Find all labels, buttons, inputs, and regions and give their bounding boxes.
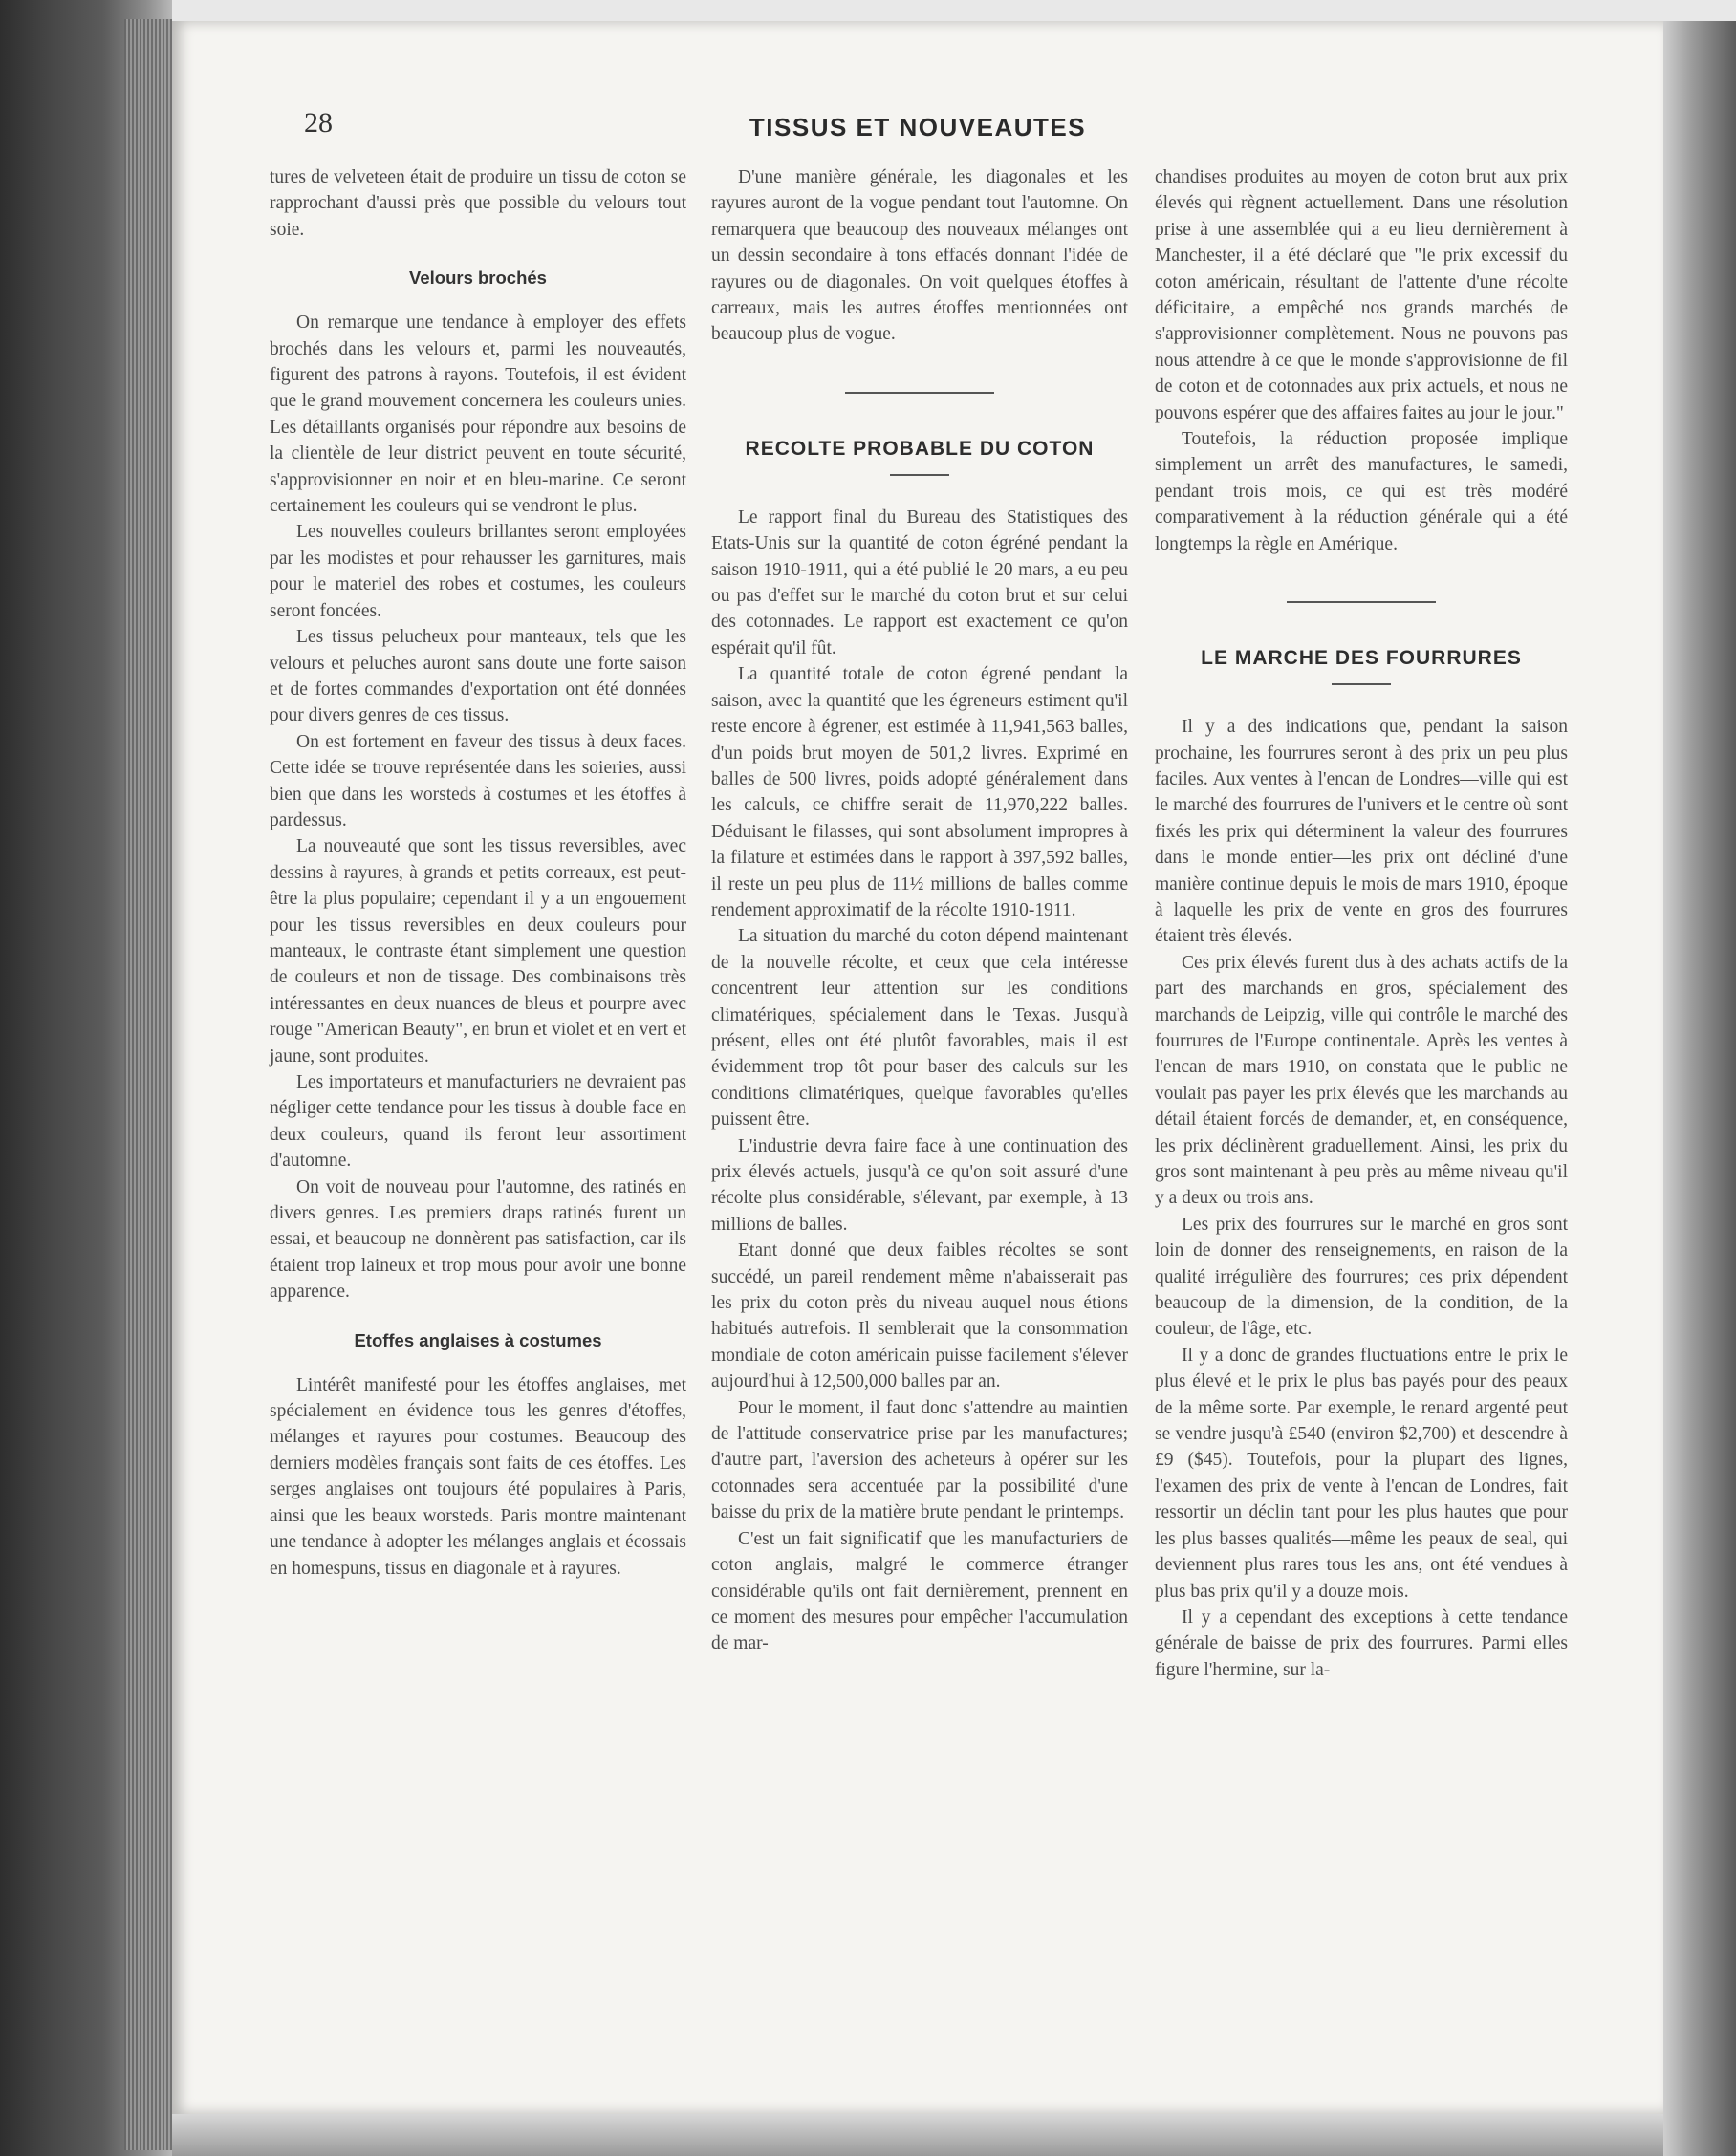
column-1 bbox=[270, 164, 686, 1999]
page-edges bbox=[124, 19, 172, 2150]
paragraph: Les importateurs et manufacturiers ne devraient pas négliger cette tendance pour les tissus à double face en deux couleurs, quand ils feront leur assortiment d'automne. bbox=[270, 1072, 686, 1172]
section-title-coton: RECOLTE PROBABLE DU COTON bbox=[745, 437, 1095, 460]
column-2 bbox=[711, 164, 1128, 1999]
running-title: TISSUS ET NOUVEAUTES bbox=[749, 113, 1087, 141]
paragraph: Les prix des fourrures sur le marché en gros sont loin de donner des renseignements, en raison de la qualité irrégulière des fourrures; ces prix dépendent beaucoup de la dimension, de la condition, de la couleur, de l'âge, etc. bbox=[1155, 1214, 1568, 1340]
paragraph: chandises produites au moyen de coton brut aux prix élevés qui règnent actuellement. Dans une résolution prise à une assemblée qui a eu lieu dernièrement à Manchester, il a été déclaré que "le prix excessif du coton américain, résultant de l'attente d'une récolte déficitaire, a empêché nos grands marchés de s'approvisionner complètement. Nous ne pouvons pas nous attendre à ce que le monde s'approvisionne de fil de coton et de cotonnades aux prix actuels, et nous ne pouvons espérer que des affaires faites au jour le jour." bbox=[1155, 167, 1568, 423]
paragraph: Le rapport final du Bureau des Statistiques des Etats-Unis sur la quantité de coton égréné pendant la saison 1910-1911, qui a été publié le 20 mars, a eu peu ou pas d'effet sur le marché du coton brut et sur celui des cotonnades. Le rapport est exactement ce qu'on espérait qu'il fût. bbox=[711, 507, 1128, 658]
paragraph: Lintérêt manifesté pour les étoffes anglaises, met spécialement en évidence tous les genres d'étoffes, mélanges et rayures pour costumes. Beaucoup des derniers modèles français sont faits de ces étoffes. Les serges anglaises ont toujours été populaires à Paris, ainsi que les beaux worsteds. Paris montre maintenant une tendance à adopter les mélanges anglais et écossais en homespuns, tissus en diagonale et à rayures. bbox=[270, 1374, 686, 1579]
paragraph: Ces prix élevés furent dus à des achats actifs de la part des marchands en gros, spécialement des marchands de Leipzig, ville qui contrôle le marché des fourrures de l'Europe continentale. Après les ventes à l'encan de mars 1910, on constata que le public ne voulait pas payer les prix élevés que les marchands au détail étaient forcés de demander, et, en conséquence, les prix déclinèrent graduellement. Ainsi, les prix du gros sont maintenant à peu près au même niveau qu'il y a deux ou trois ans. bbox=[1155, 952, 1568, 1209]
paragraph: Il y a des indications que, pendant la saison prochaine, les fourrures seront à des prix un peu plus faciles. Aux ventes à l'encan de Londres—ville qui est le marché des fourrures de l'univers et le centre où sont fixés les prix qui déterminent la valeur des fourrures dans le monde entier—les prix ont décliné d'une manière continue depuis le mois de mars 1910, époque à laquelle les prix de vente en gros des fourrures étaient très élevés. bbox=[1155, 717, 1568, 947]
paragraph: La situation du marché du coton dépend maintenant de la nouvelle récolte, et ceux que cela intéresse concentrent leur attention sur les conditions climatériques, spécialement dans le Texas. Jusqu'à présent, elles ont été plutôt favorables, mais il est évidemment trop tôt pour baser des calculs sur les conditions climatériques, quelque favorables qu'elles puissent être. bbox=[711, 926, 1128, 1131]
subheading-etoffes: Etoffes anglaises à costumes bbox=[354, 1329, 602, 1350]
paragraph: On remarque une tendance à employer des effets brochés dans les velours et, parmi les nouveautés, figurent des patrons à rayons. Toutefois, il est évident que le grand mouvement concernera les couleurs unies. Les détaillants organisés pour répondre aux besoins de la clientèle de leur district peuvent en toute sécurité, s'approvisionner en noir et en bleu-marine. Ce seront certainement les couleurs qui se vendront le plus. bbox=[270, 313, 686, 517]
paragraph: tures de velveteen était de produire un tissu de coton se rapprochant d'aussi près que possible du velours tout soie. bbox=[270, 167, 686, 240]
paragraph: C'est un fait significatif que les manufacturiers de coton anglais, malgré le commerce étranger considérable qu'ils ont fait dernièrement, prennent en ce moment des mesures pour empêcher l'accumulation de mar- bbox=[711, 1528, 1128, 1654]
right-page-edge bbox=[1663, 21, 1736, 2156]
title-rule bbox=[1332, 683, 1391, 685]
title-rule bbox=[890, 474, 949, 476]
paragraph: D'une manière générale, les diagonales et les rayures auront de la vogue pendant tout l'automne. On remarquera que beaucoup des nouveaux mélanges ont un dessin secondaire à tons effacés donnant l'idée de rayures ou de diagonales. On voit quelques étoffes à carreaux, mais les autres étoffes mentionnées ont beaucoup plus de vogue. bbox=[711, 167, 1128, 345]
column-3 bbox=[1155, 164, 1568, 1999]
bottom-page-edge bbox=[172, 2114, 1663, 2156]
paragraph: Toutefois, la réduction proposée implique simplement un arrêt des manufactures, le samedi, pendant trois mois, ce qui est très modéré comparativement à la réduction générale qui a été longtemps la règle en Amérique. bbox=[1155, 429, 1568, 554]
paragraph: La quantité totale de coton égrené pendant la saison, avec la quantité que les égreneurs estiment qu'il reste encore à égrener, est estimée à 11,941,563 balles, d'un poids brut moyen de 501,2 livres. Exprimé en balles de 500 livres, poids adopté généralement dans les calculs, ce chiffre serait de 11,970,222 balles. Déduisant le filasses, qui sont absolument impropres à la filature et estimées dans le rapport à 397,592 balles, il reste un peu plus de 11½ millions de balles comme rendement approximatif de la récolte 1910-1911. bbox=[711, 664, 1128, 920]
paragraph: La nouveauté que sont les tissus reversibles, avec dessins à rayures, à grands et petits correaux, est peut-être la plus populaire; cependant il y a un engouement pour les tissus reversibles en deux couleurs pour manteaux, le contraste étant simplement une question de couleurs et non de tissage. Des combinaisons très intéressantes en deux nuances de bleus et pourpre avec rouge "American Beauty", en brun et violet et en vert et jaune, sont produites. bbox=[270, 836, 686, 1067]
paragraph: On est fortement en faveur des tissus à deux faces. Cette idée se trouve représentée dans les soieries, aussi bien que dans les worsteds à costumes et les étoffes à pardessus. bbox=[270, 731, 686, 830]
subheading-velours: Velours brochés bbox=[409, 268, 547, 289]
paragraph: Les nouvelles couleurs brillantes seront employées par les modistes et pour rehausser les garnitures, mais pour le materiel des robes et costumes, les couleurs seront foncées. bbox=[270, 522, 686, 621]
section-divider bbox=[845, 392, 994, 394]
paragraph: Etant donné que deux faibles récoltes se sont succédé, un pareil rendement même n'abaisserait pas les prix du coton près du niveau auquel nous étions habitués autrefois. Il semblerait que la consommation mondiale de coton américain puisse facilement s'élever aujourd'hui à 12,500,000 balles par an. bbox=[711, 1240, 1128, 1392]
paragraph: Les tissus pelucheux pour manteaux, tels que les velours et peluches auront sans doute une forte saison et de fortes commandes d'exportation ont été données pour divers genres de ces tissus. bbox=[270, 627, 686, 726]
paragraph: Il y a donc de grandes fluctuations entre le prix le plus élevé et le prix le plus bas payés pour des peaux de la même sorte. Par exemple, le renard argenté peut se vendre jusqu'à £540 (environ $2,700) et descendre à £9 ($45). Toutefois, pour la plupart des lignes, l'examen des prix de vente à l'encan de Londres, fait ressortir un déclin tant pour les plus hautes que pour les plus basses qualités—même les peaux de seal, qui deviennent plus rares tous les ans, ont été vendues à plus bas prix qu'il y a douze mois. bbox=[1155, 1345, 1568, 1602]
paragraph: L'industrie devra faire face à une continuation des prix élevés actuels, jusqu'à ce qu'on soit assuré d'une récolte plus considérable, s'élevant, par exemple, à 13 millions de balles. bbox=[711, 1135, 1128, 1235]
page-number: 28 bbox=[304, 107, 333, 139]
paragraph: Il y a cependant des exceptions à cette tendance générale de baisse de prix des fourrures. Parmi elles figure l'hermine, sur la- bbox=[1155, 1606, 1568, 1680]
section-divider bbox=[1287, 601, 1436, 603]
section-title-fourrures: LE MARCHE DES FOURRURES bbox=[1201, 647, 1522, 670]
paragraph: On voit de nouveau pour l'automne, des ratinés en divers genres. Les premiers draps ratinés furent un essai, et beaucoup ne donnèrent pas satisfaction, car ils étaient trop laineux et trop mous pour avoir une bonne apparence. bbox=[270, 1176, 686, 1303]
paragraph: Pour le moment, il faut donc s'attendre au maintien de l'attitude conservatrice prise par les manufactures; d'autre part, l'aversion des acheteurs à opérer sur les cotonnades sera accentuée par la possibilité d'une baisse du prix de la matière brute pendant le printemps. bbox=[711, 1397, 1128, 1523]
